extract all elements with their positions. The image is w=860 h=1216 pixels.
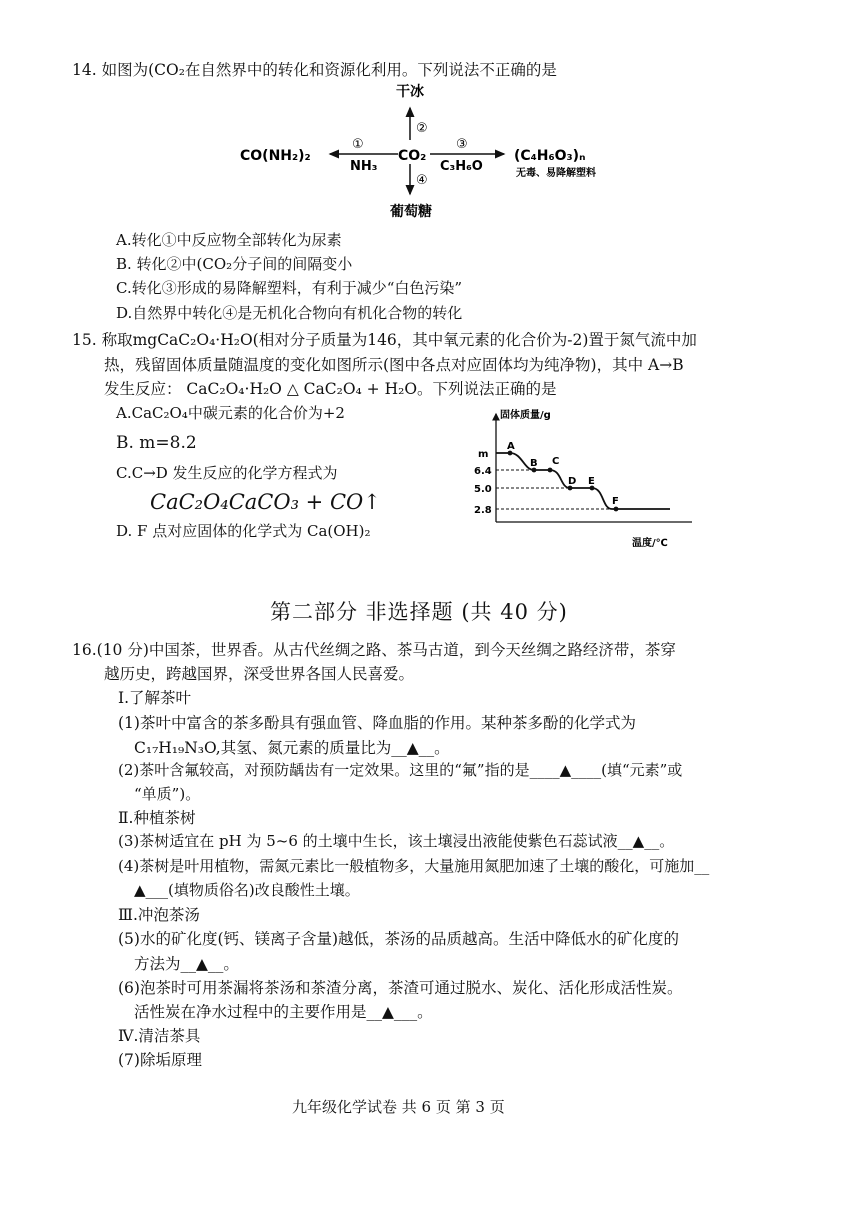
chart-ylabel: 固体质量/g (500, 410, 551, 421)
q14-option-d: D.自然界中转化④是无机化合物向有机化合物的转化 (116, 304, 463, 322)
page-footer: 九年级化学试卷 共 6 页 第 3 页 (292, 1098, 505, 1116)
q16-item-6b: 活性炭在净水过程中的主要作用是__▲___。 (134, 1003, 433, 1021)
mass-temperature-chart (470, 404, 710, 554)
diagram-bottom: 葡萄糖 (390, 204, 432, 220)
q14-option-a: A.转化①中反应物全部转化为尿素 (116, 231, 342, 249)
q16-item-2b: “单质”)。 (134, 785, 201, 803)
q16-intro-line1: 16.(10 分)中国茶，世界香。从古代丝绸之路、茶马古道，到今天丝绸之路经济带，茶穿 (72, 641, 676, 659)
q14-option-b: B. 转化②中(CO₂分子间的间隔变小 (116, 255, 353, 273)
q16-heading-4: Ⅳ.清洁茶具 (118, 1027, 201, 1045)
q16-item-5a: (5)水的矿化度(钙、镁离子含量)越低，茶汤的品质越高。生活中降低水的矿化度的 (118, 930, 680, 948)
ytick-2.8: 2.8 (474, 505, 492, 516)
q16-heading-2: Ⅱ.种植茶树 (118, 809, 196, 827)
label-d: D (568, 476, 577, 487)
ytick-6.4: 6.4 (474, 466, 492, 477)
label-b: B (530, 458, 538, 469)
diagram-top: 干冰 (396, 84, 424, 100)
mass-curve (496, 453, 670, 509)
label-f: F (612, 496, 619, 507)
q16-item-4b: ▲___(填物质俗名)改良酸性土壤。 (134, 881, 360, 899)
q15-stem-line3: 发生反应： CaC₂O₄·H₂O △ CaC₂O₄ + H₂O。下列说法正确的是 (104, 380, 557, 398)
arrow2-num: ② (416, 121, 428, 136)
q15-option-c: C.C→D 发生反应的化学方程式为 (116, 464, 338, 482)
arrow3-label: C₃H₆O (440, 159, 483, 174)
arrow3-num: ③ (456, 137, 468, 152)
q15-option-a: A.CaC₂O₄中碳元素的化合价为+2 (116, 404, 345, 422)
ytick-m: m (478, 449, 489, 460)
q16-heading-1: I.了解茶叶 (118, 689, 192, 707)
point-f (614, 507, 619, 512)
diagram-right-note: 无毒、易降解塑料 (516, 168, 596, 179)
q16-item-1b: C₁₇H₁₉N₃O,其氢、氮元素的质量比为__▲__。 (134, 739, 450, 757)
diagram-left: CO(NH₂)₂ (240, 148, 311, 164)
arrow1-label: NH₃ (350, 159, 378, 174)
ytick-5.0: 5.0 (474, 484, 492, 495)
arrow1-num: ① (352, 137, 364, 152)
label-c: C (552, 456, 560, 467)
q15-option-b: B. m=8.2 (116, 433, 197, 453)
q14-stem: 14. 如图为(CO₂在自然界中的转化和资源化利用。下列说法不正确的是 (72, 61, 557, 79)
q15-option-d: D. F 点对应固体的化学式为 Ca(OH)₂ (116, 522, 371, 540)
q16-item-1a: (1)茶叶中富含的茶多酚具有强血管、降血脂的作用。某种茶多酚的化学式为 (118, 714, 636, 732)
q16-item-6a: (6)泡茶时可用茶漏将茶汤和茶渣分离，茶渣可通过脱水、炭化、活化形成活性炭。 (118, 979, 683, 997)
q16-intro-line2: 越历史，跨越国界，深受世界各国人民喜爱。 (104, 665, 415, 683)
arrow4-num: ④ (416, 173, 428, 188)
q16-heading-3: Ⅲ.冲泡茶汤 (118, 906, 200, 924)
q15-option-c-formula: CaC₂O₄CaCO₃ + CO↑ (150, 490, 381, 514)
q14-option-c: C.转化③形成的易降解塑料，有利于减少“白色污染” (116, 279, 463, 297)
q16-item-4a: (4)茶树是叶用植物，需氮元素比一般植物多，大量施用氮肥加速了土壤的酸化，可施加__ (118, 857, 710, 875)
diagram-right: (C₄H₆O₃)ₙ (514, 148, 586, 164)
q15-stem-line1: 15. 称取mgCaC₂O₄·H₂O(相对分子质量为146，其中氧元素的化合价为-2)置于氮气流中加 (72, 331, 697, 349)
q16-item-3: (3)茶树适宜在 pH 为 5~6 的土壤中生长，该土壤浸出液能使紫色石蕊试液__▲__。 (118, 832, 675, 850)
q16-item-2a: (2)茶叶含氟较高，对预防龋齿有一定效果。这里的“氟”指的是____▲____(填“元素”或 (118, 761, 683, 779)
chart-xlabel: 温度/℃ (632, 538, 668, 549)
q16-item-7: (7)除垢原理 (118, 1051, 202, 1069)
q15-stem-line2: 热，残留固体质量随温度的变化如图所示(图中各点对应固体均为纯净物)，其中 A→B (104, 356, 684, 374)
q16-item-5b: 方法为__▲__。 (134, 955, 239, 973)
section-title: 第二部分 非选择题 (共 40 分) (270, 600, 568, 624)
point-c (548, 468, 553, 473)
co2-transformation-diagram (240, 82, 630, 222)
diagram-center: CO₂ (398, 148, 427, 164)
label-e: E (588, 476, 595, 487)
label-a: A (507, 441, 515, 452)
